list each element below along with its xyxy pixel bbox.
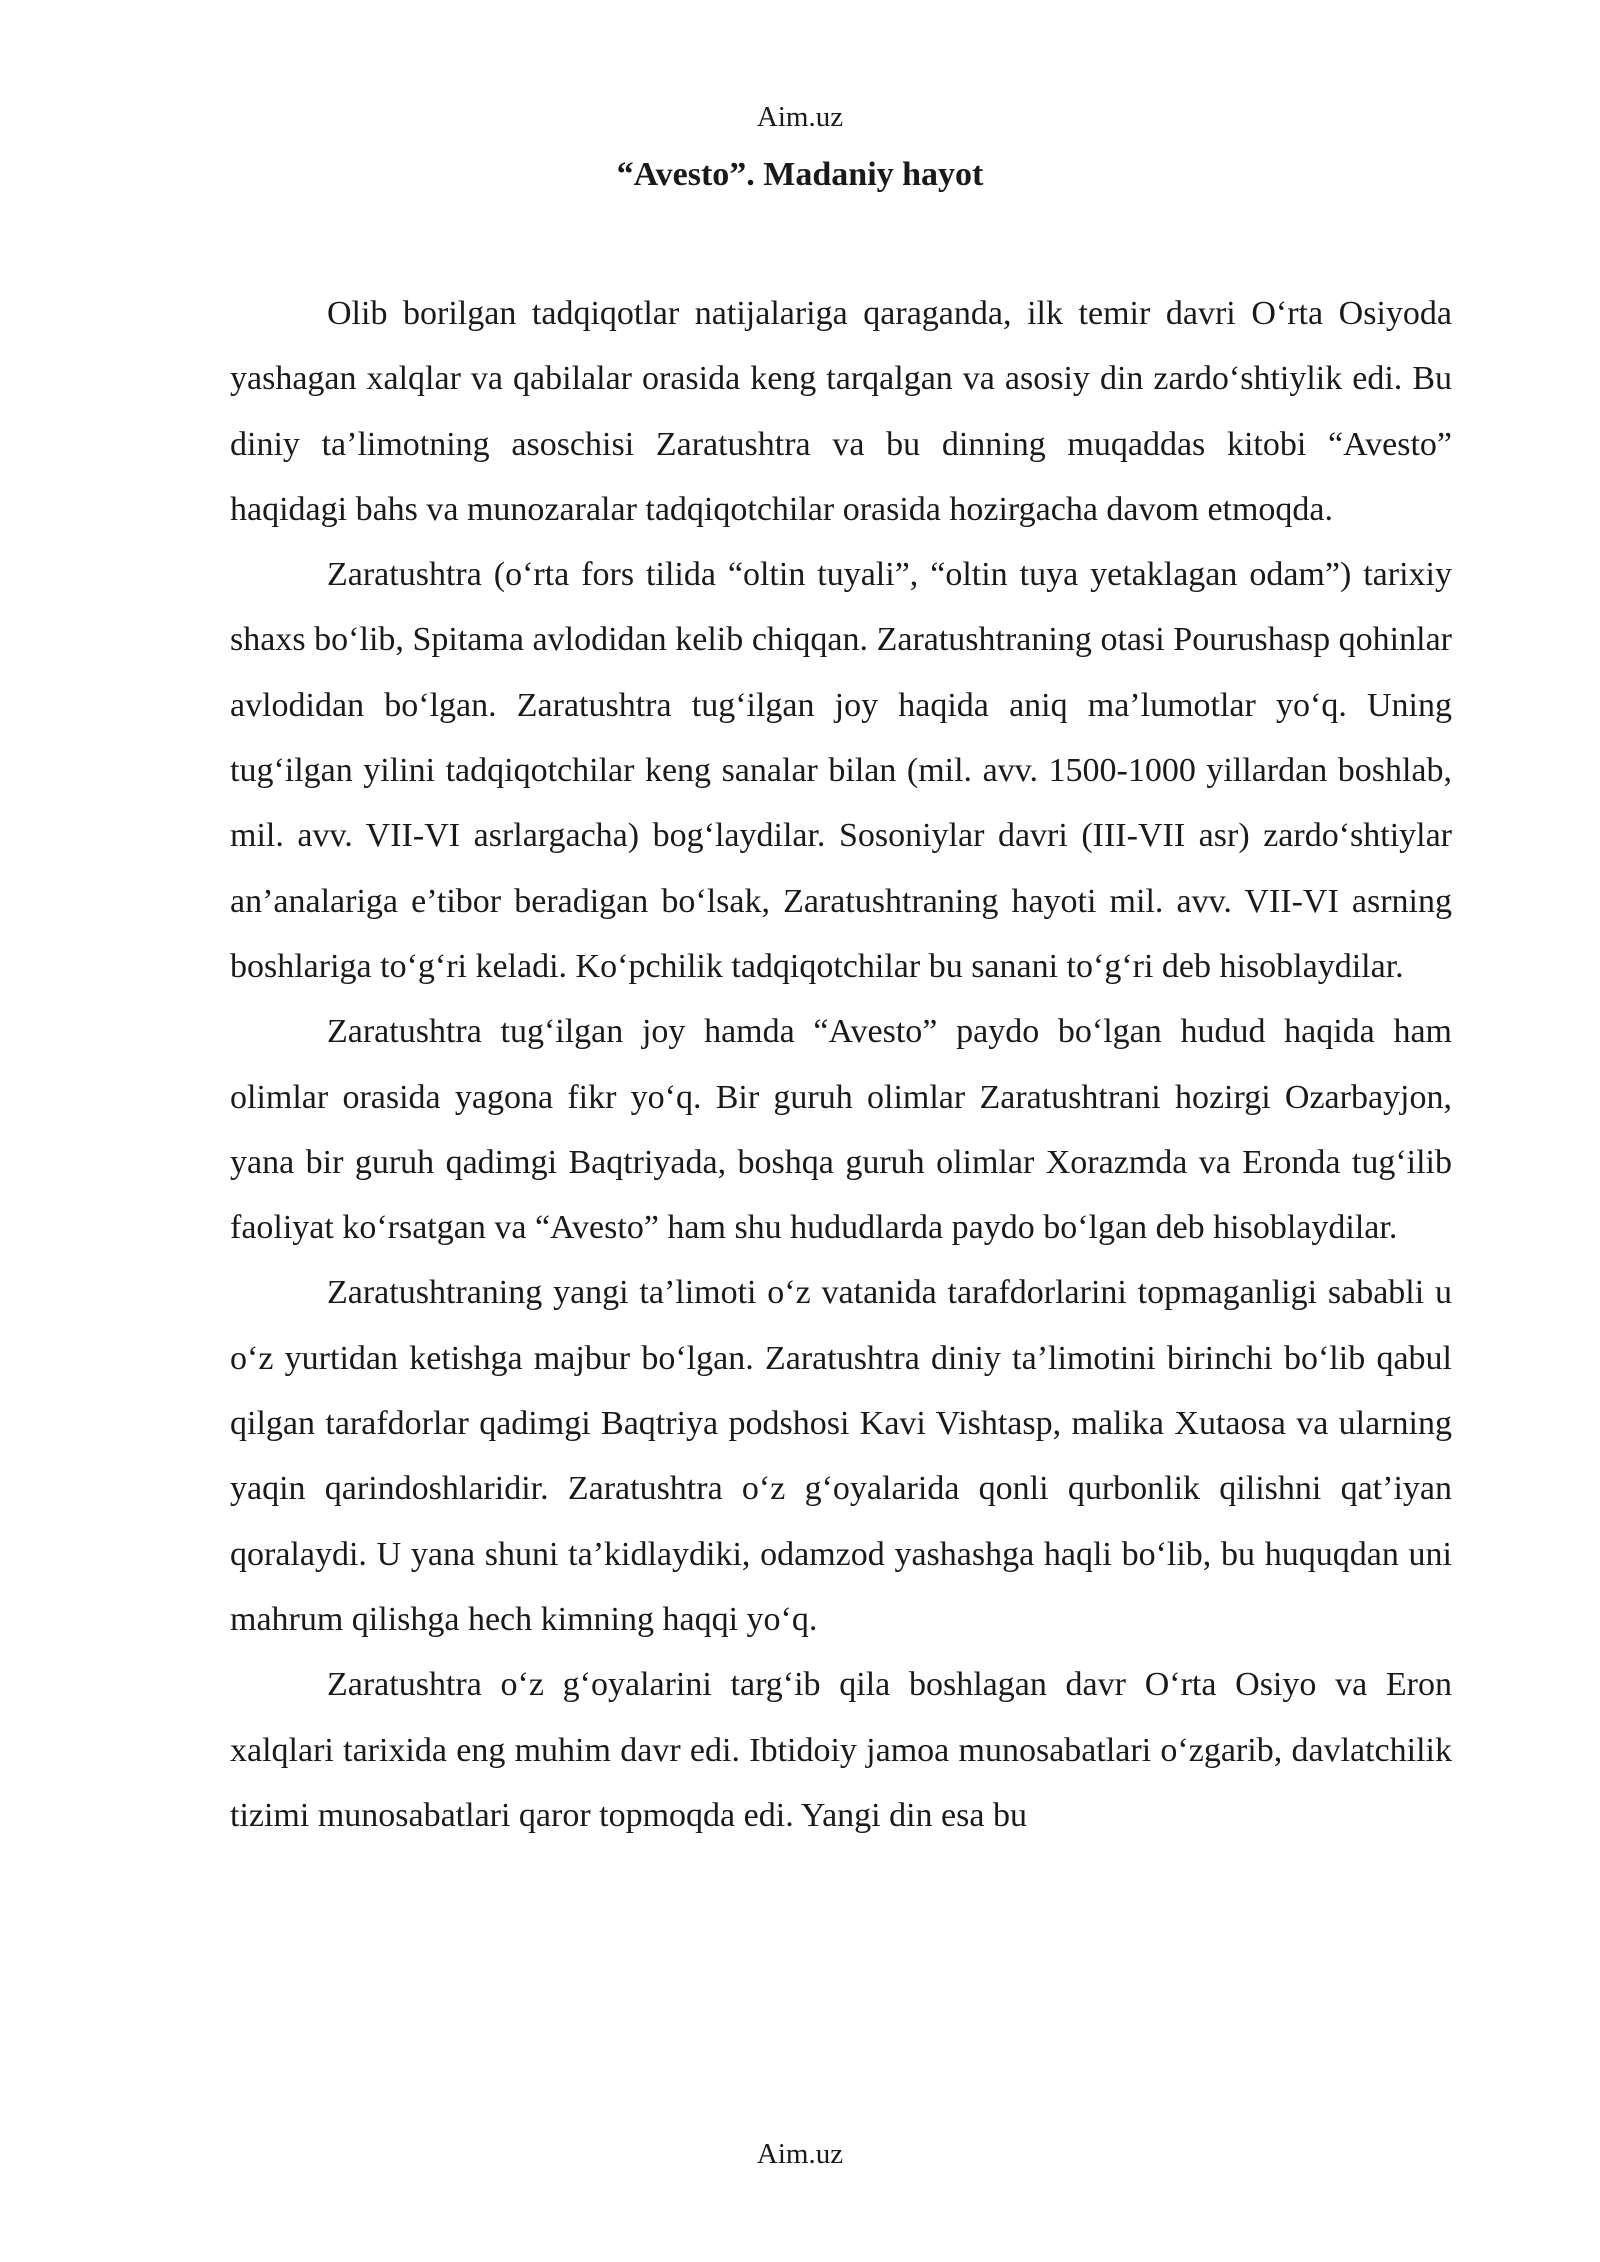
paragraph: Zaratushtra o‘z g‘oyalarini targ‘ib qila boshlagan davr O‘rta Osiyo va Eron xalqlari tarixida eng muhim davr edi. Ibtidoiy jamoa munosabatlari o‘zgarib, davlatchilik tizimi munosabatlari qaror topmoqda edi. Yangi din esa bu bbox=[230, 1666, 1452, 1834]
paragraph: Zaratushtra (o‘rta fors tilida “oltin tuyali”, “oltin tuya yetaklagan odam”) tarixiy shaxs bo‘lib, Spitama avlodidan kelib chiqqan. Zaratushtraning otasi Pourushasp qohinlar avlodidan bo‘lgan. Zaratushtra tug‘ilgan joy haqida aniq ma’lumotlar yo‘q. Uning tug‘ilgan yilini tadqiqotchilar keng sanalar bilan (mil. avv. 1500-1000 yillardan boshlab, mil. avv. VII-VI asrlargacha) bog‘laydilar. Sosoniylar davri (III-VII asr) zardo‘shtiylar an’analariga e’tibor beradigan bo‘lsak, Zaratushtraning hayoti mil. avv. VII-VI asrning boshlariga to‘g‘ri keladi. Ko‘pchilik tadqiqotchilar bu sanani to‘g‘ri deb hisoblaydilar. bbox=[230, 556, 1452, 985]
paragraph: Zaratushtraning yangi ta’limoti o‘z vatanida tarafdorlarini topmaganligi sababli u o‘z yurtidan ketishga majbur bo‘lgan. Zaratushtra diniy ta’limotini birinchi bo‘lib qabul qilgan tarafdorlar qadimgi Baqtriya podshosi Kavi Vishtasp, malika Xutaosa va ularning yaqin qarindoshlaridir. Zaratushtra o‘z g‘oyalarida qonli qurbonlik qilishni qat’iyan qoralaydi. U yana shuni ta’kidlaydiki, odamzod yashashga haqli bo‘lib, bu huquqdan uni mahrum qilishga hech kimning haqqi yo‘q. bbox=[230, 1274, 1452, 1638]
paragraph: Olib borilgan tadqiqotlar natijalariga qaraganda, ilk temir davri O‘rta Osiyoda yashagan xalqlar va qabilalar orasida keng tarqalgan va asosiy din zardo‘shtiylik edi. Bu diniy ta’limotning asoschisi Zaratushtra va bu dinning muqaddas kitobi “Avesto” haqidagi bahs va munozaralar tadqiqotchilar orasida hozirgacha davom etmoqda. bbox=[230, 295, 1452, 528]
document-body bbox=[230, 281, 1452, 1848]
page-header: Aim.uz bbox=[756, 101, 844, 133]
document-title: “Avesto”. Madaniy hayot bbox=[616, 156, 984, 193]
paragraph: Zaratushtra tug‘ilgan joy hamda “Avesto” paydo bo‘lgan hudud haqida ham olimlar orasida yagona fikr yo‘q. Bir guruh olimlar Zaratushtrani hozirgi Ozarbayjon, yana bir guruh qadimgi Baqtriyada, boshqa guruh olimlar Xorazmda va Eronda tug‘ilib faoliyat ko‘rsatgan va “Avesto” ham shu hududlarda paydo bo‘lgan deb hisoblaydilar. bbox=[230, 1013, 1452, 1247]
page-footer: Aim.uz bbox=[756, 2138, 844, 2170]
